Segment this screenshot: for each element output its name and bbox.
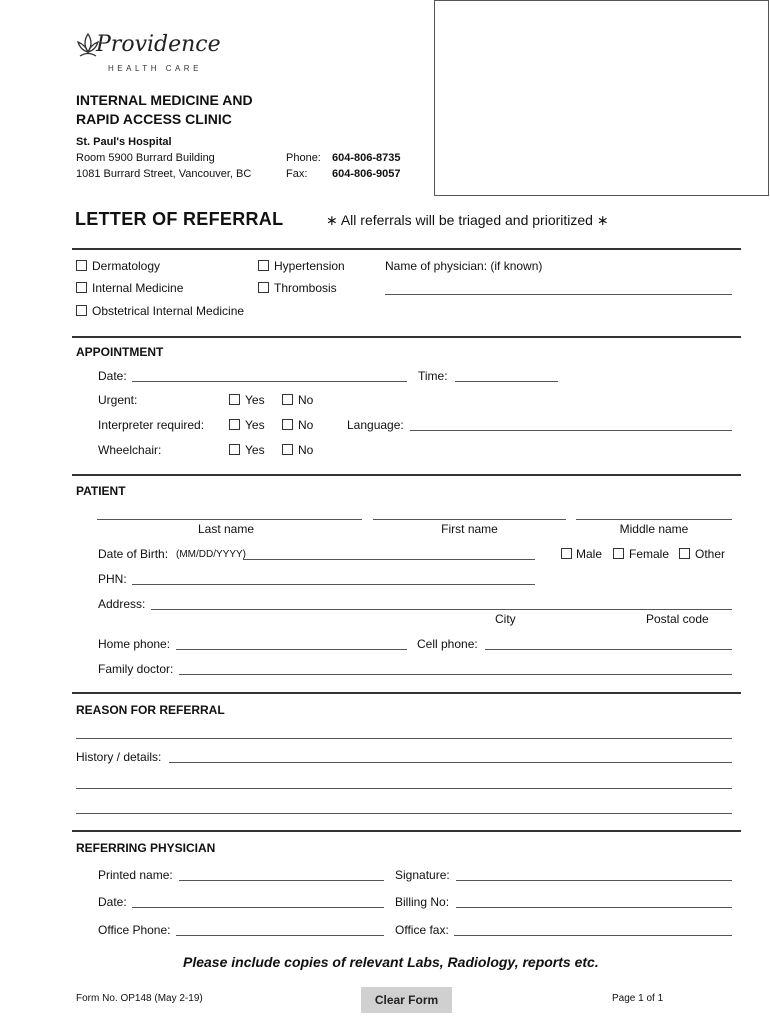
form-number: Form No. OP148 (May 2-19) <box>76 993 203 1004</box>
clinic-title-line1: INTERNAL MEDICINE AND <box>76 92 253 108</box>
urgent-yes-label: Yes <box>245 393 265 407</box>
printed-name-field[interactable] <box>179 880 384 881</box>
referring-heading: REFERRING PHYSICIAN <box>76 841 216 855</box>
fax-label: Fax: <box>286 168 308 180</box>
urgent-label: Urgent: <box>98 393 138 407</box>
referring-date-field[interactable] <box>132 907 384 908</box>
urgent-no-checkbox[interactable] <box>282 394 293 405</box>
middle-name-field[interactable] <box>576 519 732 520</box>
logo-name: Providence <box>96 32 221 57</box>
physician-name-field[interactable] <box>385 294 732 295</box>
footer-note: Please include copies of relevant Labs, Radiology, reports etc. <box>183 954 599 970</box>
appointment-date-field[interactable] <box>132 381 407 382</box>
phone-label: Phone: <box>286 152 321 164</box>
wheelchair-no-checkbox[interactable] <box>282 444 293 455</box>
city-caption: City <box>495 612 516 626</box>
clinic-address1: Room 5900 Burrard Building <box>76 152 215 164</box>
address-field[interactable] <box>151 609 732 610</box>
triage-note: ∗ All referrals will be triaged and prioritized ∗ <box>326 212 609 228</box>
appointment-time-label: Time: <box>418 369 448 383</box>
section-divider <box>72 692 741 694</box>
section-divider <box>72 830 741 832</box>
reason-heading: REASON FOR REFERRAL <box>76 703 225 717</box>
female-label: Female <box>629 547 670 561</box>
appointment-date-label: Date: <box>98 369 127 383</box>
office-fax-field[interactable] <box>454 935 732 936</box>
phn-label: PHN: <box>98 572 127 586</box>
interpreter-yes-checkbox[interactable] <box>229 419 240 430</box>
dermatology-label: Dermatology <box>92 259 161 273</box>
interpreter-no-checkbox[interactable] <box>282 419 293 430</box>
thrombosis-label: Thrombosis <box>274 281 337 295</box>
history-field[interactable] <box>169 762 732 763</box>
last-name-caption: Last name <box>197 522 255 536</box>
patient-label-box <box>434 0 769 196</box>
male-label: Male <box>576 547 603 561</box>
reason-line-4[interactable] <box>76 813 732 814</box>
providence-logo <box>76 26 221 78</box>
interpreter-label: Interpreter required: <box>98 418 205 432</box>
cell-phone-label: Cell phone: <box>417 637 478 651</box>
section-divider <box>72 336 741 338</box>
page-number: Page 1 of 1 <box>612 993 664 1004</box>
first-name-field[interactable] <box>373 519 566 520</box>
section-divider <box>72 474 741 476</box>
obstetrical-label: Obstetrical Internal Medicine <box>92 304 245 318</box>
phn-field[interactable] <box>132 584 535 585</box>
language-field[interactable] <box>410 430 732 431</box>
urgent-no-label: No <box>298 393 314 407</box>
clinic-title-line2: RAPID ACCESS CLINIC <box>76 111 232 127</box>
reason-line-3[interactable] <box>76 788 732 789</box>
internal-medicine-checkbox[interactable] <box>76 282 87 293</box>
male-checkbox[interactable] <box>561 548 572 559</box>
section-divider <box>72 248 741 250</box>
wheelchair-no-label: No <box>298 443 314 457</box>
letter-title: LETTER OF REFERRAL <box>75 209 284 229</box>
office-phone-label: Office Phone: <box>98 923 171 937</box>
referring-date-label: Date: <box>98 895 127 909</box>
home-phone-field[interactable] <box>176 649 407 650</box>
cell-phone-field[interactable] <box>485 649 732 650</box>
urgent-yes-checkbox[interactable] <box>229 394 240 405</box>
fax-number: 604-806-9057 <box>332 168 401 180</box>
last-name-field[interactable] <box>97 519 362 520</box>
history-label: History / details: <box>76 750 162 764</box>
dermatology-checkbox[interactable] <box>76 260 87 271</box>
reason-line-1[interactable] <box>76 738 732 739</box>
appointment-time-field[interactable] <box>455 381 558 382</box>
wheelchair-yes-checkbox[interactable] <box>229 444 240 455</box>
office-phone-field[interactable] <box>176 935 384 936</box>
dob-field[interactable] <box>243 559 535 560</box>
other-label: Other <box>695 547 726 561</box>
billing-no-label: Billing No: <box>395 895 450 909</box>
interpreter-no-label: No <box>298 418 314 432</box>
family-doctor-label: Family doctor: <box>98 662 174 676</box>
hypertension-label: Hypertension <box>274 259 345 273</box>
logo-subtitle: HEALTH CARE <box>108 64 202 73</box>
middle-name-caption: Middle name <box>619 522 689 536</box>
physician-name-label: Name of physician: (if known) <box>385 259 543 273</box>
language-label: Language: <box>347 418 404 432</box>
address-label: Address: <box>98 597 146 611</box>
other-checkbox[interactable] <box>679 548 690 559</box>
appointment-heading: APPOINTMENT <box>76 345 164 359</box>
interpreter-yes-label: Yes <box>245 418 265 432</box>
phone-number: 604-806-8735 <box>332 152 401 164</box>
thrombosis-checkbox[interactable] <box>258 282 269 293</box>
hypertension-checkbox[interactable] <box>258 260 269 271</box>
signature-field[interactable] <box>456 880 732 881</box>
dob-format: (MM/DD/YYYY) <box>176 549 246 560</box>
home-phone-label: Home phone: <box>98 637 171 651</box>
dob-label: Date of Birth: <box>98 547 169 561</box>
female-checkbox[interactable] <box>613 548 624 559</box>
family-doctor-field[interactable] <box>179 674 732 675</box>
obstetrical-checkbox[interactable] <box>76 305 87 316</box>
clear-form-button[interactable]: Clear Form <box>361 987 452 1013</box>
printed-name-label: Printed name: <box>98 868 173 882</box>
billing-no-field[interactable] <box>456 907 732 908</box>
first-name-caption: First name <box>441 522 498 536</box>
signature-label: Signature: <box>395 868 450 882</box>
postal-code-caption: Postal code <box>646 612 709 626</box>
wheelchair-yes-label: Yes <box>245 443 265 457</box>
patient-heading: PATIENT <box>76 484 126 498</box>
hospital-name: St. Paul's Hospital <box>76 136 172 148</box>
office-fax-label: Office fax: <box>395 923 449 937</box>
clinic-address2: 1081 Burrard Street, Vancouver, BC <box>76 168 252 180</box>
internal-medicine-label: Internal Medicine <box>92 281 184 295</box>
wheelchair-label: Wheelchair: <box>98 443 162 457</box>
